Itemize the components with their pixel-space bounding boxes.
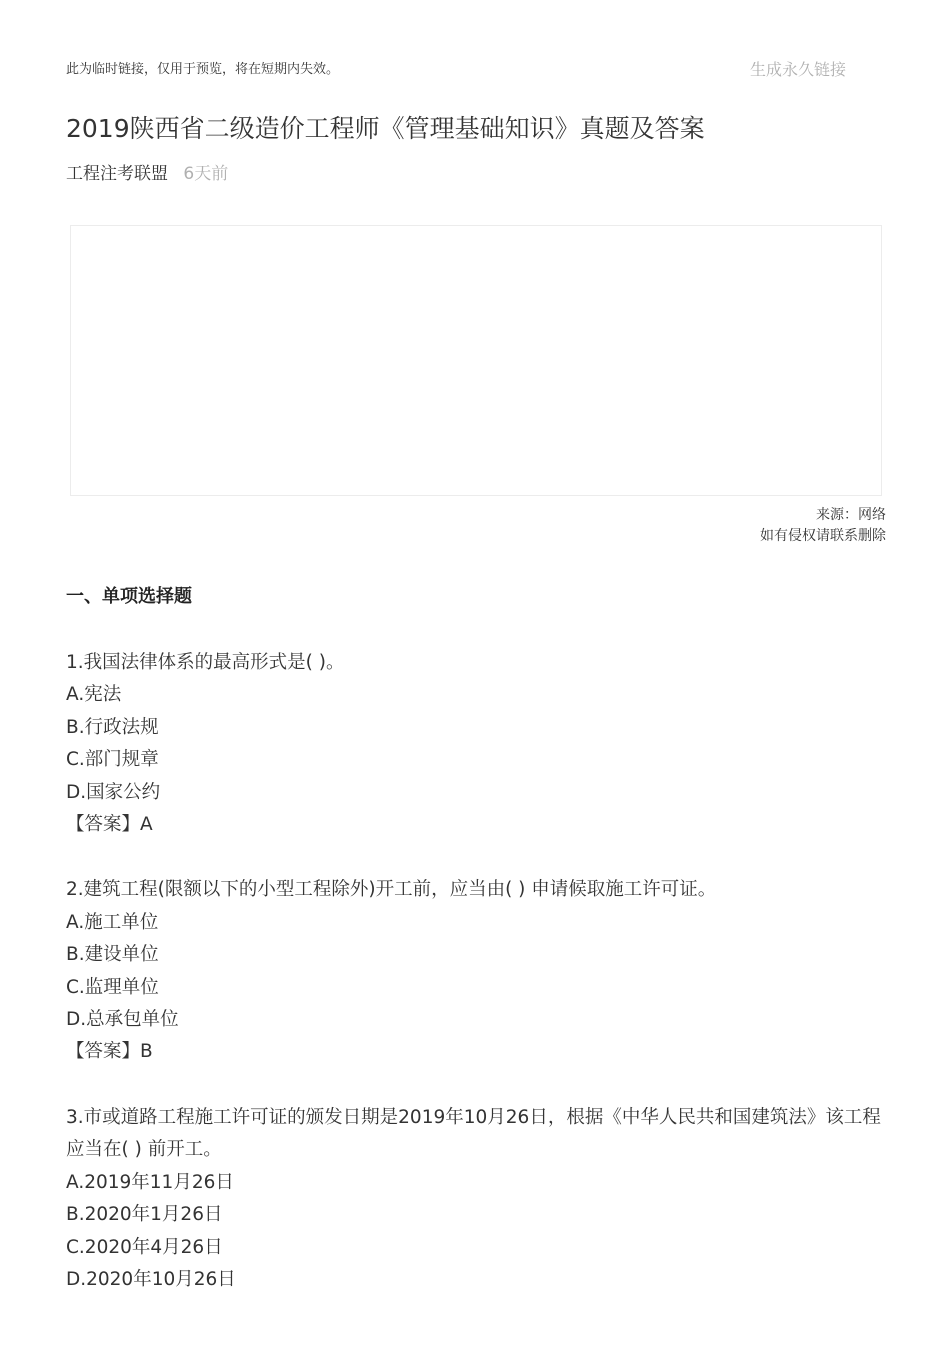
question-list [66, 647, 886, 1329]
option-d: D.2020年10月26日 [66, 1268, 236, 1290]
answer: 【答案】A [66, 814, 153, 836]
option-c: C.部门规章 [66, 749, 159, 771]
author-name[interactable]: 工程注考联盟 [66, 164, 168, 184]
preview-bar [66, 60, 846, 82]
article-title: 2019陕西省二级造价工程师《管理基础知识》真题及答案 [66, 114, 705, 143]
option-a: A.2019年11月26日 [66, 1171, 234, 1193]
answer: 【答案】B [66, 1041, 153, 1063]
question-stem: 2.建筑工程(限额以下的小型工程除外)开工前，应当由( ) 申请候取施工许可证。 [66, 879, 717, 901]
generate-permalink-link[interactable]: 生成永久链接 [749, 60, 846, 79]
option-b: B.建设单位 [66, 944, 159, 966]
section-heading: 一、单项选择题 [66, 586, 192, 607]
option-b: B.2020年1月26日 [66, 1204, 223, 1226]
option-d: D.国家公约 [66, 781, 161, 803]
question-stem: 3.市或道路工程施工许可证的颁发日期是2019年10月26日，根据《中华人民共和国建筑法》该工程应当在( ) 前开工。 [66, 1106, 881, 1161]
source-line: 来源：网络 [816, 507, 886, 523]
temporary-link-notice: 此为临时链接，仅用于预览，将在短期内失效。 [66, 62, 340, 77]
publish-time: 6天前 [183, 164, 229, 184]
option-c: C.2020年4月26日 [66, 1236, 223, 1258]
option-a: A.施工单位 [66, 911, 159, 933]
option-a: A.宪法 [66, 684, 122, 706]
option-b: B.行政法规 [66, 716, 159, 738]
option-c: C.监理单位 [66, 976, 159, 998]
question-1 [66, 647, 886, 841]
option-d: D.总承包单位 [66, 1009, 179, 1031]
question-2 [66, 874, 886, 1068]
question-stem: 1.我国法律体系的最高形式是( )。 [66, 652, 345, 673]
question-3 [66, 1102, 886, 1296]
copyright-line: 如有侵权请联系删除 [760, 528, 886, 544]
source-note [760, 505, 886, 547]
article-image-placeholder [70, 225, 882, 496]
article-meta [66, 162, 228, 186]
